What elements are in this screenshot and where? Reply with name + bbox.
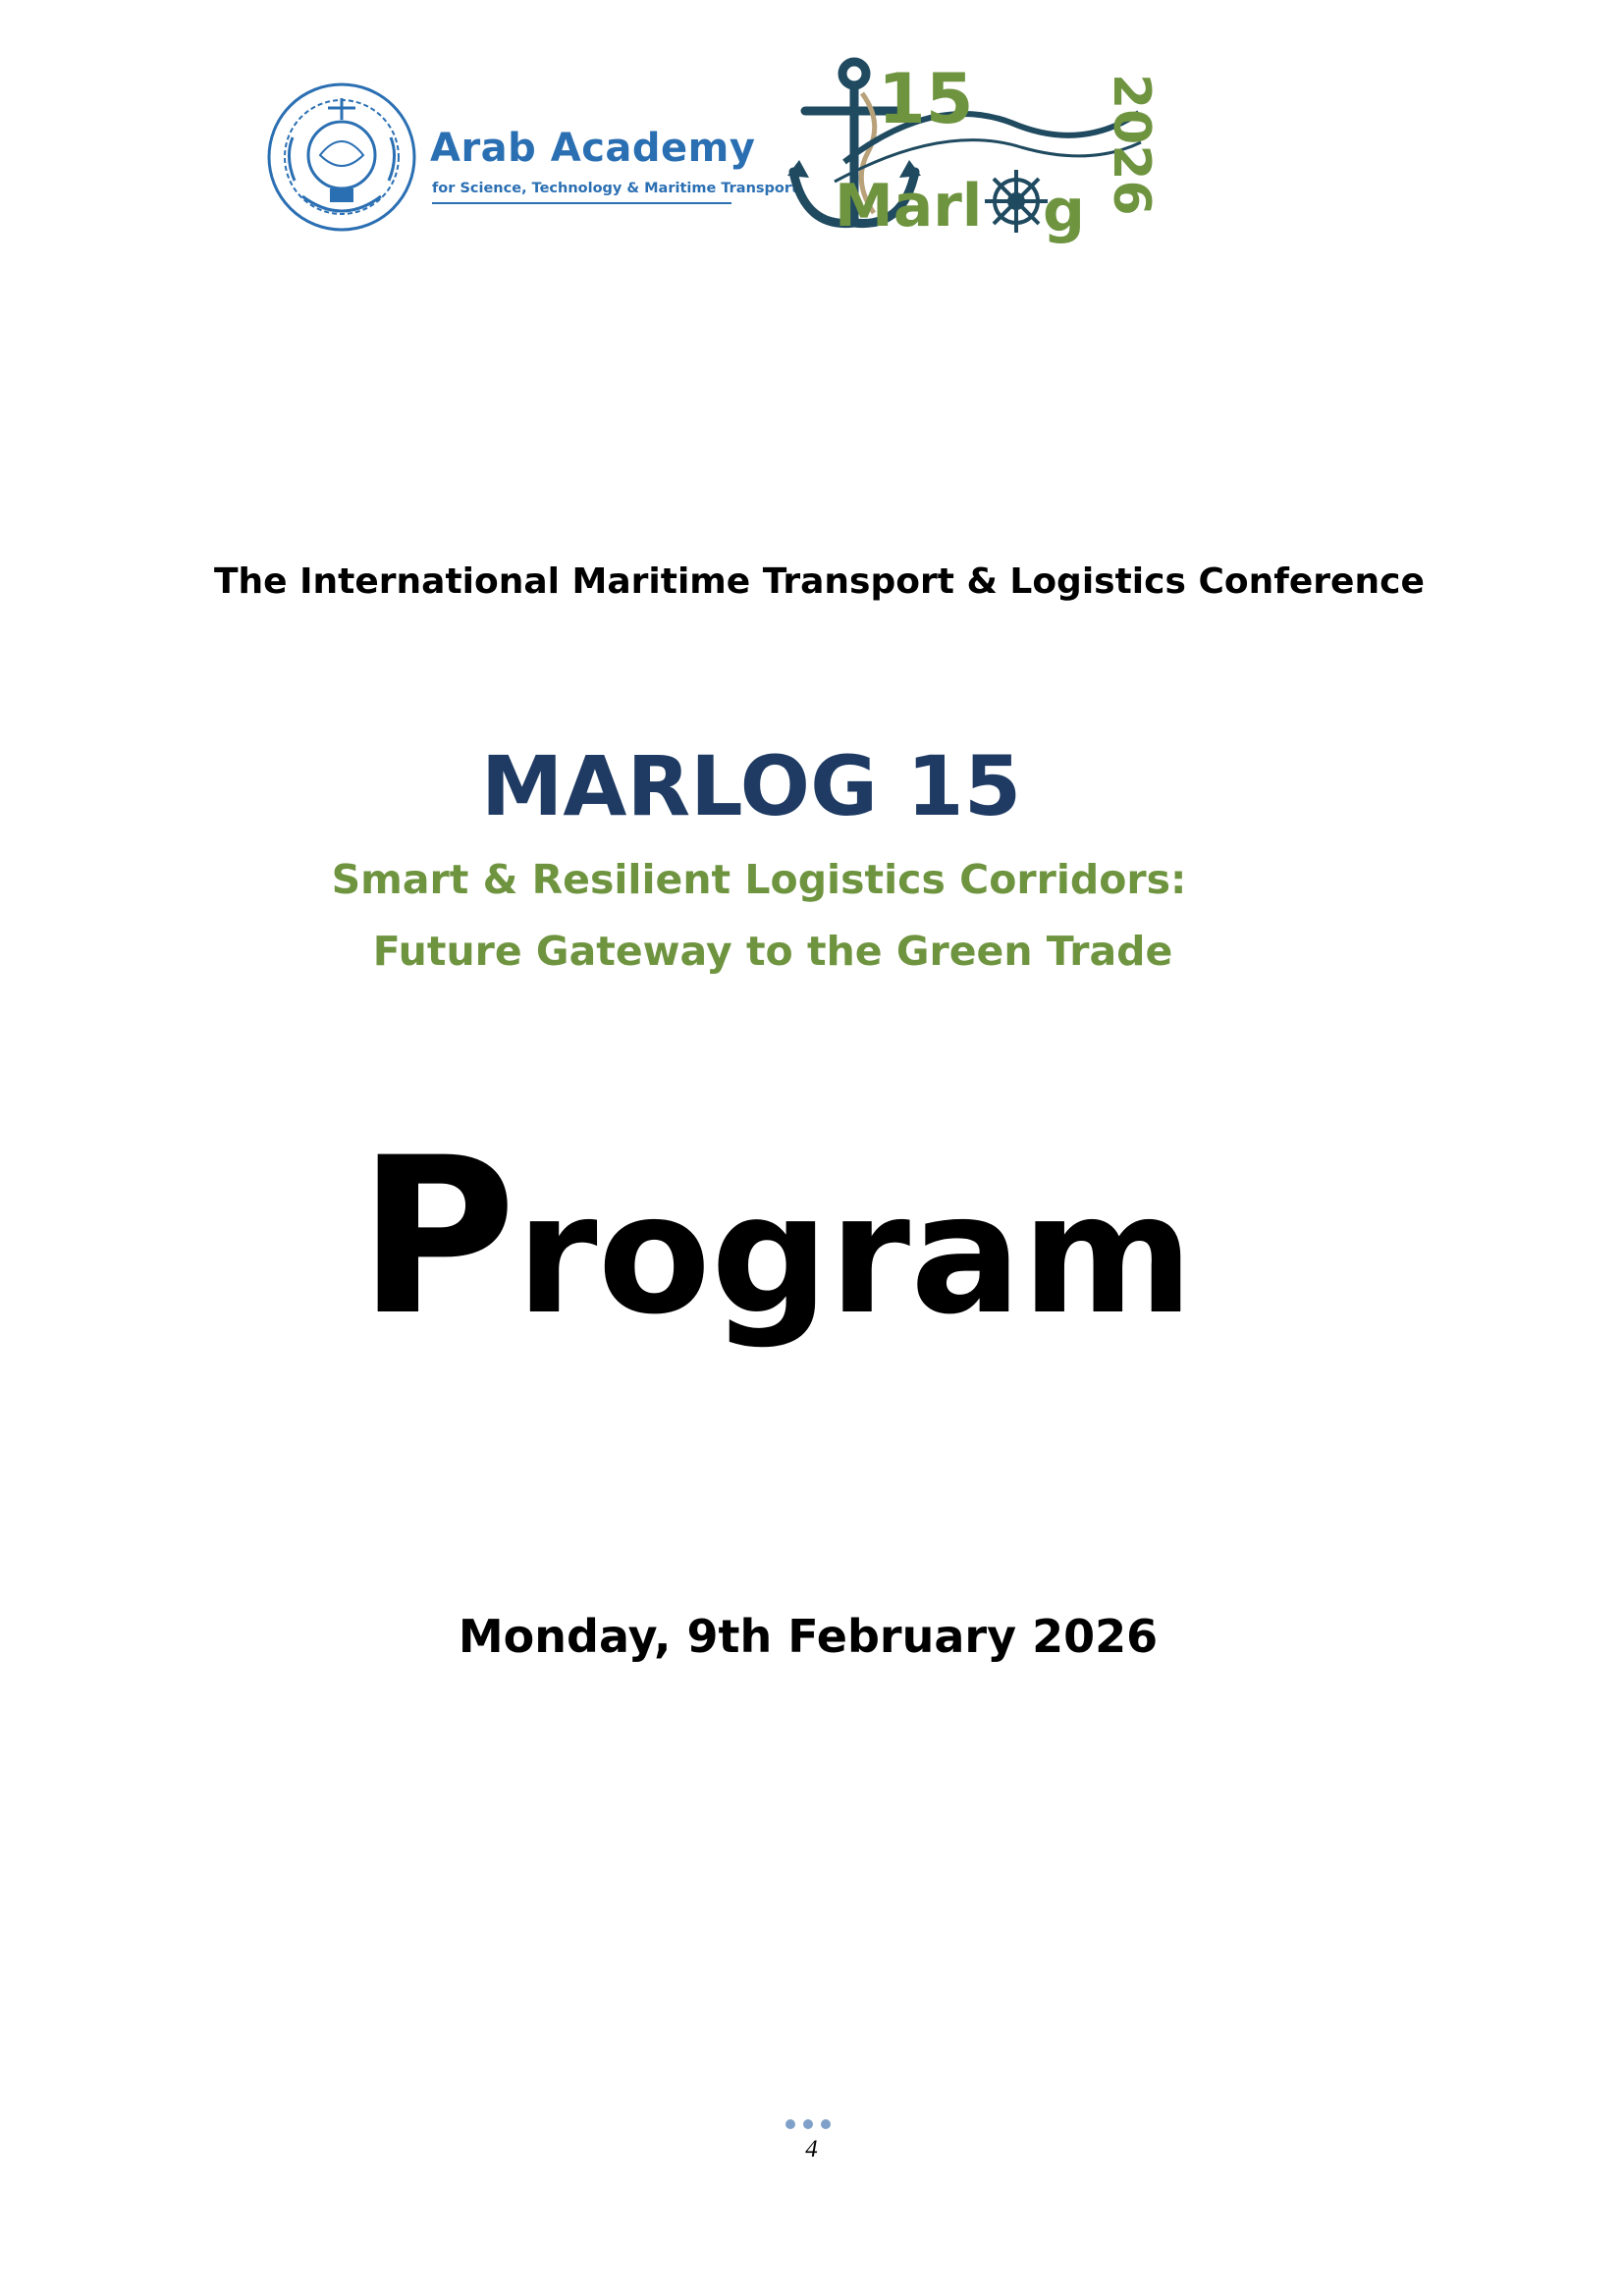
aast-subtitle: for Science, Technology & Maritime Transport (432, 181, 798, 196)
event-date: Monday, 9th February 2026 (458, 1610, 1159, 1663)
aast-name: Arab Academy (430, 126, 756, 171)
event-name: MARLOG 15 (480, 738, 1022, 834)
marlog-year: 2026 (1102, 74, 1161, 216)
aast-logo (263, 79, 798, 236)
marlog-word: Marl (835, 172, 983, 240)
program-initial: P (357, 1111, 516, 1362)
conference-title: The International Maritime Transport & Logistics Conference (214, 561, 1425, 602)
marlog-logo (776, 54, 1188, 250)
footer-dots (785, 2116, 840, 2130)
program-heading (0, 1111, 1551, 1362)
ship-wheel-icon (985, 170, 1048, 233)
marlog-number: 15 (878, 59, 974, 139)
theme-line-1: Smart & Resilient Logistics Corridors: (331, 856, 1187, 903)
footer-dot (821, 2119, 831, 2129)
marlog-g: g (1043, 177, 1085, 245)
page-number: 4 (805, 2136, 818, 2163)
footer-dot (803, 2119, 813, 2129)
footer-dot (785, 2119, 795, 2129)
theme-line-2: Future Gateway to the Green Trade (372, 928, 1173, 975)
aast-underline (432, 202, 731, 204)
program-rest: rogram (515, 1158, 1194, 1351)
aast-seal-icon (263, 79, 420, 236)
